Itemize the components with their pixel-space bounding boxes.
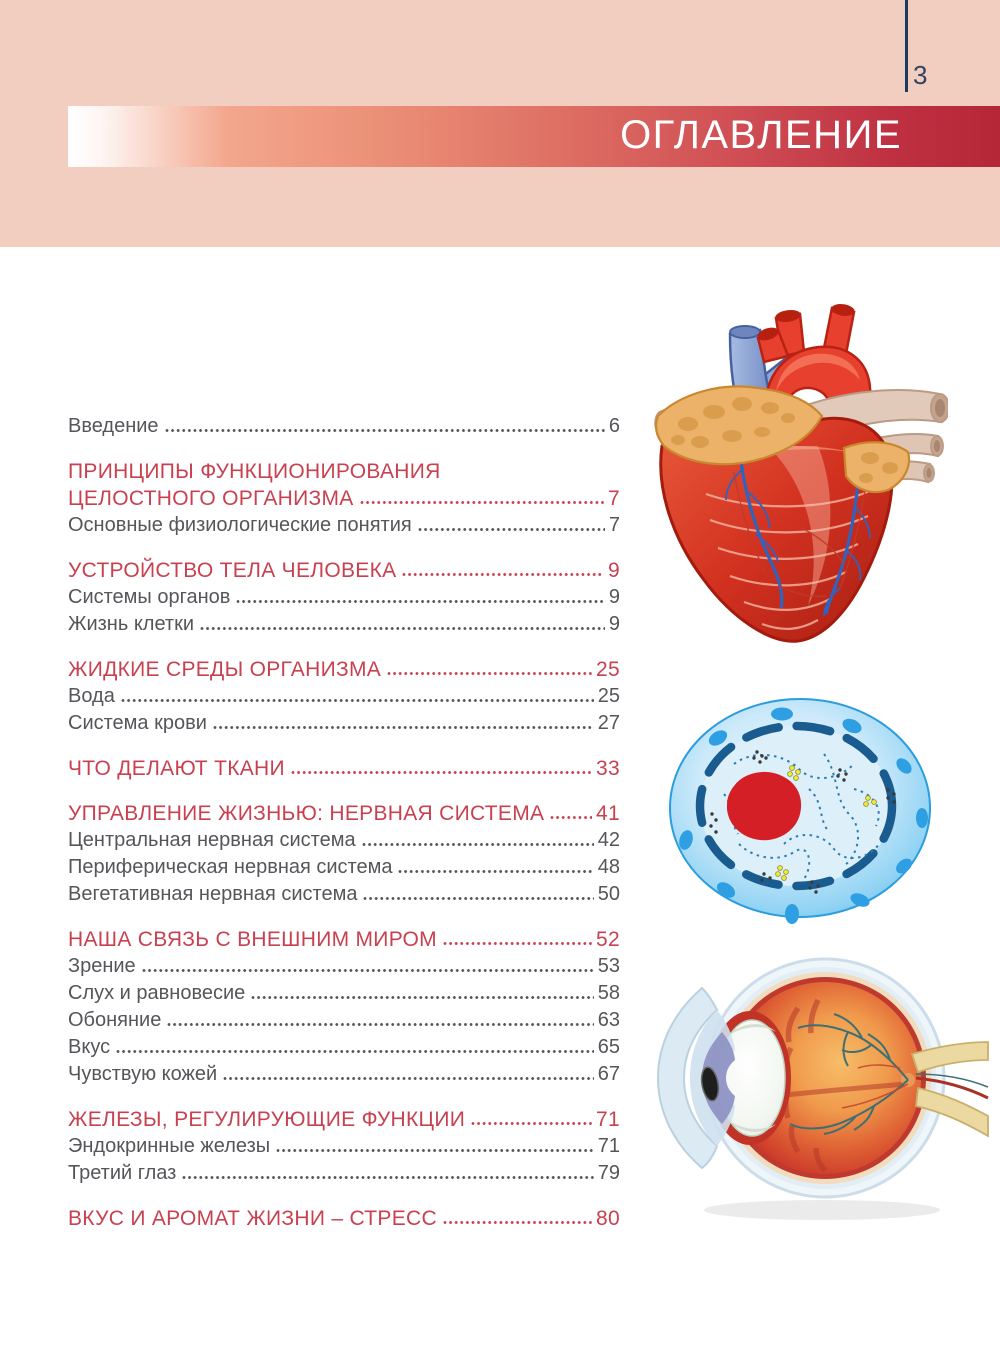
toc-page-number: 9 xyxy=(608,613,620,635)
toc-label: Система крови xyxy=(68,712,207,734)
toc-page-number: 7 xyxy=(608,514,620,536)
dotted-leader xyxy=(116,1048,594,1055)
toc-entry xyxy=(68,512,620,539)
toc-page-number: 25 xyxy=(596,658,620,681)
toc-entry xyxy=(68,413,620,440)
nucleolus xyxy=(727,772,801,840)
toc-label: Введение xyxy=(68,415,159,437)
toc-page-number: 48 xyxy=(597,856,620,878)
dotted-leader xyxy=(142,967,594,974)
title-banner xyxy=(68,106,1000,167)
toc-page-number: 33 xyxy=(596,757,620,780)
toc-page-number: 58 xyxy=(597,982,620,1004)
eye-illustration xyxy=(650,948,990,1233)
toc-label: Третий глаз xyxy=(68,1162,177,1184)
toc-entry xyxy=(68,1106,620,1133)
toc-label: ВКУС И АРОМАТ ЖИЗНИ – СТРЕСС xyxy=(68,1207,437,1230)
dotted-leader xyxy=(291,769,592,776)
toc-entry xyxy=(68,557,620,584)
toc-label: Обоняние xyxy=(68,1009,162,1031)
dotted-leader xyxy=(223,1075,594,1082)
toc-entry xyxy=(68,1133,620,1160)
toc-label: Вегетативная нервная система xyxy=(68,883,358,905)
toc-page-number: 53 xyxy=(597,955,620,977)
folio-rule xyxy=(905,0,908,92)
toc-page-number: 52 xyxy=(596,928,620,951)
toc-entry xyxy=(68,656,620,683)
dotted-leader xyxy=(165,427,605,434)
toc-label: Центральная нервная система xyxy=(68,829,356,851)
toc-label: УСТРОЙСТВО ТЕЛА ЧЕЛОВЕКА xyxy=(68,559,397,582)
dotted-leader xyxy=(251,994,593,1001)
dotted-leader xyxy=(443,940,592,947)
toc-page-number: 27 xyxy=(597,712,620,734)
toc-entry xyxy=(68,800,620,827)
toc-page-number: 41 xyxy=(596,802,620,825)
toc-entry xyxy=(68,980,620,1007)
heart-illustration xyxy=(648,296,948,648)
toc-label: НАША СВЯЗЬ С ВНЕШНИМ МИРОМ xyxy=(68,928,437,951)
toc-entry xyxy=(68,710,620,737)
cell-illustration xyxy=(664,694,938,926)
dotted-leader xyxy=(387,670,592,677)
toc-entry xyxy=(68,755,620,782)
toc-entry xyxy=(68,584,620,611)
page-title: ОГЛАВЛЕНИЕ xyxy=(620,112,902,157)
dotted-leader xyxy=(398,868,593,875)
toc-label: Основные физиологические понятия xyxy=(68,514,412,536)
toc-entry xyxy=(68,854,620,881)
toc-entry xyxy=(68,1160,620,1187)
toc-label: ЖИДКИЕ СРЕДЫ ОРГАНИЗМА xyxy=(68,658,382,681)
dotted-leader xyxy=(182,1174,593,1181)
toc-page-number: 79 xyxy=(597,1162,620,1184)
toc-entry xyxy=(68,881,620,908)
toc-entry xyxy=(68,458,620,512)
dotted-leader xyxy=(362,841,594,848)
dotted-leader xyxy=(236,598,605,605)
toc-page-number: 67 xyxy=(597,1063,620,1085)
toc-entry xyxy=(68,1061,620,1088)
toc-label: УПРАВЛЕНИЕ ЖИЗНЬЮ: НЕРВНАЯ СИСТЕМА xyxy=(68,802,545,825)
toc-page-number: 80 xyxy=(596,1207,620,1230)
toc-page-number: 25 xyxy=(597,685,620,707)
toc-page-number: 9 xyxy=(608,559,620,582)
toc-label: ЧТО ДЕЛАЮТ ТКАНИ xyxy=(68,757,285,780)
dotted-leader xyxy=(276,1147,594,1154)
toc-label: Чувствую кожей xyxy=(68,1063,218,1085)
ground-shadow xyxy=(704,1200,940,1220)
dotted-leader xyxy=(471,1120,592,1127)
toc-label: Эндокринные железы xyxy=(68,1135,271,1157)
toc-entry xyxy=(68,827,620,854)
toc-label: Периферическая нервная система xyxy=(68,856,393,878)
toc-entry xyxy=(68,953,620,980)
toc-entry xyxy=(68,926,620,953)
page-number: 3 xyxy=(913,60,928,90)
dotted-leader xyxy=(363,895,593,902)
dotted-leader xyxy=(550,814,592,821)
dotted-leader xyxy=(213,724,594,731)
toc-label: ПРИНЦИПЫ ФУНКЦИОНИРОВАНИЯ xyxy=(68,460,441,483)
dotted-leader xyxy=(360,499,604,506)
dotted-leader xyxy=(121,697,594,704)
toc-page-number: 50 xyxy=(597,883,620,905)
toc-entry xyxy=(68,611,620,638)
dotted-leader xyxy=(167,1021,593,1028)
toc-page-number: 71 xyxy=(596,1108,620,1131)
toc-page-number: 42 xyxy=(597,829,620,851)
toc-label: Зрение xyxy=(68,955,136,977)
toc-label: ЖЕЛЕЗЫ, РЕГУЛИРУЮЩИЕ ФУНКЦИИ xyxy=(68,1108,466,1131)
toc-label: ЦЕЛОСТНОГО ОРГАНИЗМА xyxy=(68,487,354,510)
toc-page-number: 9 xyxy=(608,586,620,608)
toc-entry xyxy=(68,1007,620,1034)
dotted-leader xyxy=(418,526,605,533)
toc-entry xyxy=(68,683,620,710)
dotted-leader xyxy=(200,625,605,632)
toc-page-number: 6 xyxy=(608,415,620,437)
dotted-leader xyxy=(443,1219,592,1226)
toc-page-number: 63 xyxy=(597,1009,620,1031)
toc-label: Вкус xyxy=(68,1036,111,1058)
toc-entry xyxy=(68,1034,620,1061)
toc-list xyxy=(68,413,620,1232)
toc-page-number: 7 xyxy=(608,487,620,510)
toc-label: Вода xyxy=(68,685,115,707)
toc-page-number: 71 xyxy=(597,1135,620,1157)
toc-label: Слух и равновесие xyxy=(68,982,246,1004)
toc-label: Жизнь клетки xyxy=(68,613,195,635)
toc-entry xyxy=(68,1205,620,1232)
dotted-leader xyxy=(402,571,604,578)
toc-label: Системы органов xyxy=(68,586,231,608)
toc-page-number: 65 xyxy=(597,1036,620,1058)
